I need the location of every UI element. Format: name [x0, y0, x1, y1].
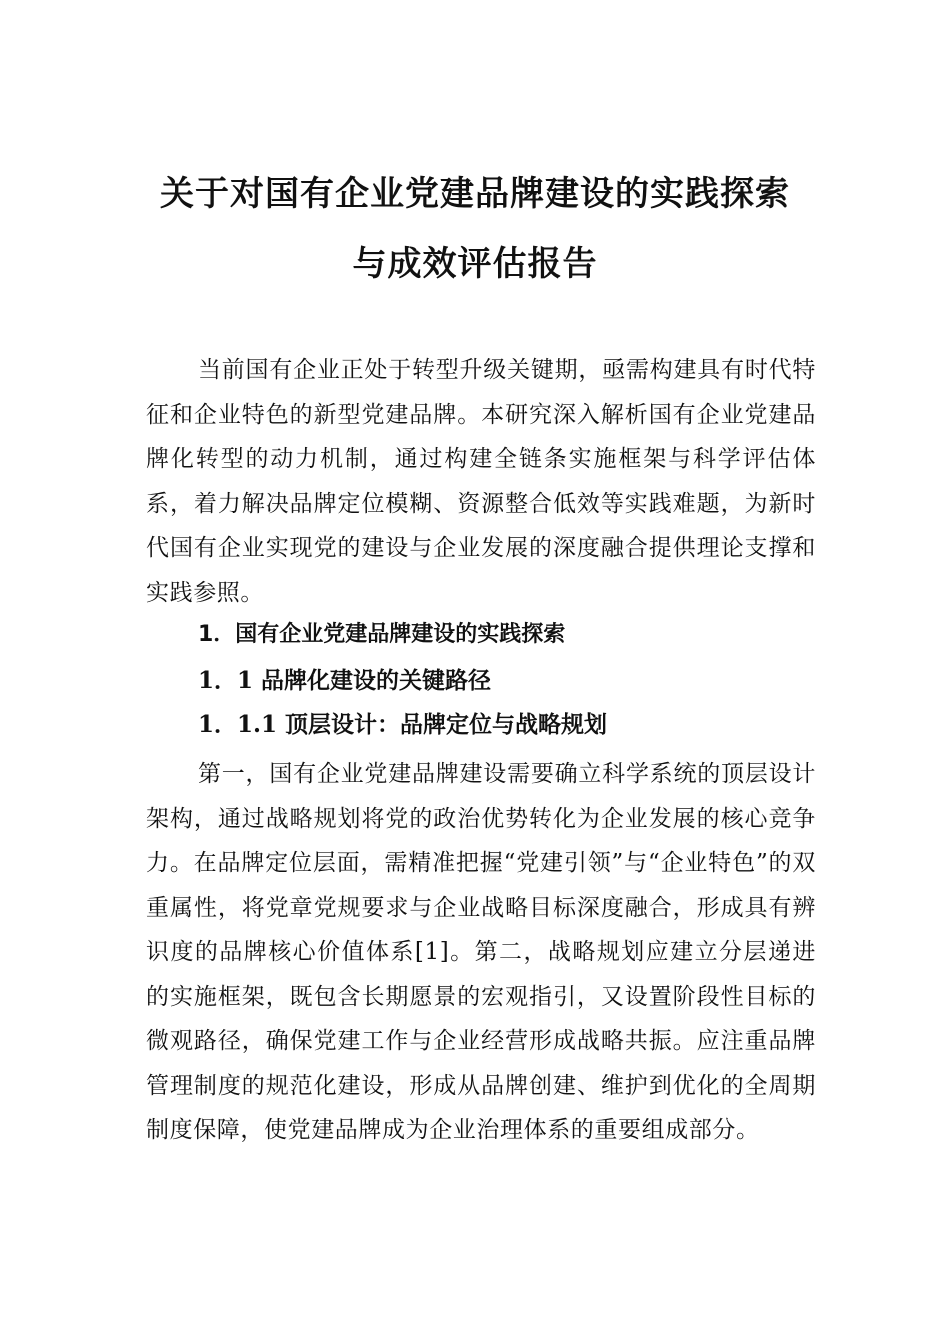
section-1-1-heading: 1．1 品牌化建设的关键路径 — [198, 667, 492, 694]
document-title-line-1: 关于对国有企业党建品牌建设的实践探索 — [160, 174, 790, 214]
document-title-line-2: 与成效评估报告 — [352, 244, 598, 284]
section-1-1-1-heading: 1．1.1 顶层设计：品牌定位与战略规划 — [198, 711, 608, 738]
section-1-heading: 1．国有企业党建品牌建设的实践探索 — [198, 622, 566, 647]
body-paragraph: 第一，国有企业党建品牌建设需要确立科学系统的顶层设计架构，通过战略规划将党的政治优势转化为企业发展的核心竞争力。在品牌定位层面，需精准把握“党建引领”与“企业特色”的双重属性，将党章党规要求与企业战略目标深度融合，形成具有辨识度的品牌核心价值体系[1]。第二，战略规划应建立分层递进的实施框架，既包含长期愿景的宏观指引，又设置阶段性目标的微观路径，确保党建工作与企业经营形成战略共振。应注重品牌管理制度的规范化建设，形成从品牌创建、维护到优化的全周期制度保障，使党建品牌成为企业治理体系的重要组成部分。 — [146, 761, 816, 1143]
abstract-paragraph: 当前国有企业正处于转型升级关键期，亟需构建具有时代特征和企业特色的新型党建品牌。本研究深入解析国有企业党建品牌化转型的动力机制，通过构建全链条实施框架与科学评估体系，着力解决品牌定位模糊、资源整合低效等实践难题，为新时代国有企业实现党的建设与企业发展的深度融合提供理论支撑和实践参照。 — [146, 357, 816, 606]
